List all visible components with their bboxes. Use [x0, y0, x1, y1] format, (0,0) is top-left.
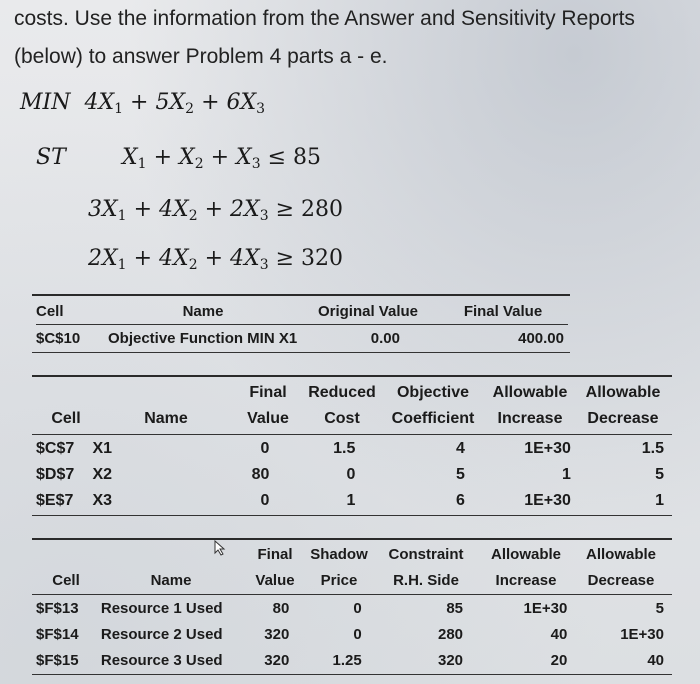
st-label: ST	[36, 145, 66, 170]
variable-row-cell: 0	[260, 492, 270, 509]
objective-function: MIN $4X_1 + 5X_2 + 6X_3$	[20, 90, 266, 117]
variable-row-cell: $C$7	[36, 440, 75, 457]
constraint-row-cell: $F$13	[36, 599, 79, 617]
variable-row-cell: 5	[456, 466, 465, 483]
constraint-header-bottom: Cell Name Value Price R.H. Side Increase Decrease	[52, 571, 655, 589]
constraint-row	[36, 647, 668, 673]
constraints-table	[36, 541, 668, 593]
variable-row	[36, 462, 668, 488]
variable-table-bottom-rule	[32, 515, 672, 516]
constraint-row-cell: 5	[655, 599, 664, 617]
intro-text	[14, 0, 694, 76]
variable-row-cell: 1	[655, 492, 664, 509]
constraint-row-cell: 0	[353, 625, 362, 643]
constraint-row	[36, 621, 668, 647]
objective-table	[36, 298, 568, 351]
variable-row	[36, 488, 668, 514]
constraint-row-cell: 280	[438, 625, 464, 643]
variable-row	[36, 436, 668, 462]
constraint-row-cell: 40	[647, 651, 664, 669]
variable-header-bottom: Cell Name Value Cost Coefficient Increase Decrease	[51, 410, 659, 427]
variable-table-top-rule	[32, 375, 672, 377]
variable-row-cell: 5	[655, 466, 664, 483]
constraint-row-cell: 320	[438, 651, 464, 669]
variable-row-cell: 1E+30	[524, 440, 571, 457]
constraint-row-cell: 0	[353, 599, 362, 617]
constraint-1: $X_1 + X_2 + X_3 \le 85$	[122, 145, 322, 172]
constraint-2: $3X_1 + 4X_2 + 2X_3 \ge 280$	[88, 197, 344, 224]
constraint-row-cell: Resource 1 Used	[100, 599, 223, 617]
constraint-row-cell: 85	[446, 599, 464, 617]
intro-line-2: (below) to answer Problem 4 parts a - e.	[14, 45, 388, 68]
objective-min-label: MIN	[20, 90, 71, 115]
constraint-table-top-rule	[32, 538, 672, 540]
constraint-row-cell: 1E+30	[620, 625, 664, 643]
objective-table-bottom-rule	[32, 352, 570, 353]
objective-table-top-rule	[32, 294, 570, 296]
variable-row-cell: X1	[92, 440, 113, 457]
constraint-row-cell: 20	[550, 651, 568, 669]
constraint-row-cell: 320	[264, 625, 290, 643]
variable-row-cell: 1.5	[333, 440, 356, 457]
variable-cells-rows	[36, 436, 668, 514]
variable-row-cell: 0	[260, 440, 270, 457]
constraint-row-cell: 1E+30	[523, 599, 568, 617]
variable-row-cell: 4	[456, 440, 465, 457]
variable-row-cell: 1.5	[641, 440, 664, 457]
constraint-row	[36, 595, 668, 621]
variable-row-cell: $E$7	[36, 492, 74, 509]
variable-row-cell: $D$7	[36, 466, 75, 483]
variable-row-cell: X2	[92, 466, 113, 483]
constraint-row-cell: 320	[264, 651, 290, 669]
variable-row-cell: 6	[456, 492, 465, 509]
constraint-header-top: Final Shadow Constraint Allowable Allowable	[257, 545, 656, 563]
constraint-row-cell: Resource 3 Used	[100, 651, 223, 669]
variable-row-cell: 80	[251, 466, 270, 483]
constraint-3: $2X_1 + 4X_2 + 4X_3 \ge 320$	[88, 246, 344, 273]
variable-row-cell: 1	[562, 466, 571, 483]
variable-row-cell: 1	[346, 492, 356, 509]
constraint-row-cell: 1.25	[332, 651, 362, 669]
variable-row-cell: X3	[92, 492, 113, 509]
constraint-row-cell: 40	[550, 625, 568, 643]
constraint-table-bottom-rule	[32, 674, 672, 675]
objective-table-header: Cell Name Original Value Final Value	[36, 302, 543, 320]
constraint-row-cell: $F$15	[36, 651, 79, 669]
variable-row-cell: 0	[346, 466, 356, 483]
constraint-row-cell: 80	[272, 599, 290, 617]
intro-line-1: costs. Use the information from the Answer and Sensitivity Reports	[14, 7, 635, 30]
constraints-rows	[36, 595, 668, 673]
variable-table-mid-rule	[32, 434, 672, 435]
variable-row-cell: 1E+30	[524, 492, 571, 509]
variable-header-top: Final Reduced Objective Allowable Allowable	[249, 384, 661, 401]
objective-table-row: $C$10 Objective Function MIN X1 0.00 400.00	[36, 325, 568, 352]
constraint-row-cell: Resource 2 Used	[100, 625, 223, 643]
variable-cells-table	[36, 380, 668, 432]
constraint-row-cell: $F$14	[36, 625, 79, 643]
